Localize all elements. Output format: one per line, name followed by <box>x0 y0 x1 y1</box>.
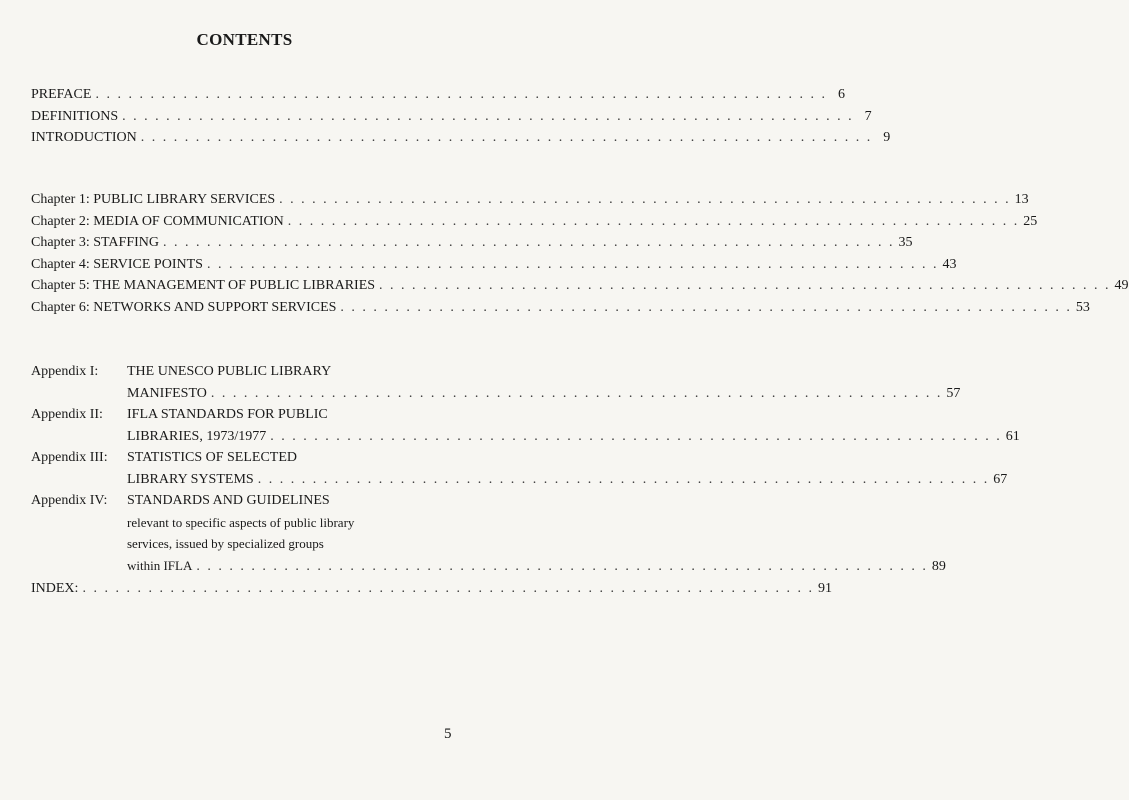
appendix-title-line: STANDARDS AND GUIDELINES <box>127 493 330 508</box>
leader-dots <box>258 469 990 491</box>
toc-entry-page: 49 <box>1114 278 1129 293</box>
toc-entry-label: Chapter 5: THE MANAGEMENT OF PUBLIC LIBRARIES <box>31 278 376 293</box>
leader-dots <box>82 578 814 600</box>
toc-entry-page: 6 <box>837 87 845 102</box>
toc-entry-page: 25 <box>1023 213 1038 229</box>
appendix-title-line-last <box>127 469 1007 491</box>
appendix-title-line-last <box>127 555 946 577</box>
appendix-title-line: THE UNESCO PUBLIC LIBRARY <box>127 364 332 379</box>
toc-entry-label: DEFINITIONS <box>31 108 119 124</box>
toc-entry-chapter-6 <box>31 297 1090 319</box>
toc-entry-page: 7 <box>864 108 872 124</box>
toc-entry-page: 61 <box>1005 428 1020 444</box>
toc-entry-label: INDEX: <box>31 581 79 596</box>
toc-entry-label: LIBRARIES, 1973/1977 <box>127 428 267 444</box>
toc-entry-introduction <box>31 127 891 149</box>
appendix-body <box>127 404 1020 447</box>
toc-entry-appendix-1 <box>31 361 961 404</box>
leader-dots <box>340 297 1072 319</box>
front-matter-list <box>31 84 891 149</box>
toc-entry-page: 57 <box>946 385 961 401</box>
toc-entry-definitions <box>31 106 872 128</box>
appendix-title-line: IFLA STANDARDS FOR PUBLIC <box>127 407 328 422</box>
toc-entry-chapter-5 <box>31 275 1129 297</box>
leader-dots <box>288 211 1020 233</box>
toc-entry-page: 35 <box>898 235 913 250</box>
chapter-list <box>31 189 1129 318</box>
appendix-title-line: STATISTICS OF SELECTED <box>127 450 298 465</box>
toc-entry-label: MANIFESTO <box>127 385 207 401</box>
toc-entry-label: Chapter 2: MEDIA OF COMMUNICATION <box>31 213 284 229</box>
toc-entry-chapter-2 <box>31 211 1038 233</box>
appendix-body <box>127 490 946 576</box>
toc-entry-index <box>31 578 832 600</box>
toc-entry-preface <box>31 84 845 106</box>
appendix-description-line: relevant to specific aspects of public library <box>127 514 355 530</box>
appendix-key: Appendix IV: <box>31 493 108 508</box>
leader-dots <box>207 254 939 276</box>
toc-entry-label: within IFLA <box>127 557 193 573</box>
leader-dots <box>95 84 827 106</box>
leader-dots <box>196 556 928 578</box>
toc-entry-label: Chapter 4: SERVICE POINTS <box>31 256 203 272</box>
appendix-list <box>31 361 1020 576</box>
appendix-description-line: services, issued by specialized groups <box>127 536 324 551</box>
toc-entry-appendix-3 <box>31 447 1008 490</box>
toc-entry-page: 13 <box>1014 192 1029 207</box>
leader-dots <box>122 106 854 128</box>
leader-dots <box>270 426 1002 448</box>
appendix-body <box>127 447 1007 490</box>
appendix-key: Appendix III: <box>31 450 108 465</box>
toc-entry-page: 89 <box>931 558 946 574</box>
toc-entry-appendix-2 <box>31 404 1020 447</box>
toc-entry-chapter-3 <box>31 232 913 254</box>
toc-entry-page: 91 <box>817 581 832 596</box>
leader-dots <box>379 275 1111 297</box>
toc-entry-label: Chapter 6: NETWORKS AND SUPPORT SERVICES <box>31 299 337 315</box>
toc-entry-label: Chapter 1: PUBLIC LIBRARY SERVICES <box>31 192 276 207</box>
appendix-title-line-last <box>127 383 960 405</box>
toc-entry-label: INTRODUCTION <box>31 130 137 145</box>
index-list <box>31 578 832 600</box>
appendix-title-line-last <box>127 426 1020 448</box>
appendix-key: Appendix II: <box>31 407 103 422</box>
leader-dots <box>141 127 873 149</box>
appendix-key: Appendix I: <box>31 364 99 379</box>
leader-dots <box>279 189 1011 211</box>
page-title: CONTENTS <box>196 30 293 49</box>
toc-entry-page: 53 <box>1075 299 1090 315</box>
appendix-body <box>127 361 960 404</box>
leader-dots <box>211 383 943 405</box>
leader-dots <box>163 232 895 254</box>
toc-entry-page: 67 <box>993 471 1008 487</box>
page-number: 5 <box>444 726 452 742</box>
toc-entry-appendix-4 <box>31 490 946 576</box>
toc-entry-label: PREFACE <box>31 87 92 102</box>
toc-entry-label: LIBRARY SYSTEMS <box>127 471 254 487</box>
toc-entry-page: 43 <box>942 256 957 272</box>
toc-entry-page: 9 <box>883 130 891 145</box>
toc-entry-chapter-1 <box>31 189 1029 211</box>
toc-entry-chapter-4 <box>31 254 957 276</box>
toc-entry-label: Chapter 3: STAFFING <box>31 235 159 250</box>
